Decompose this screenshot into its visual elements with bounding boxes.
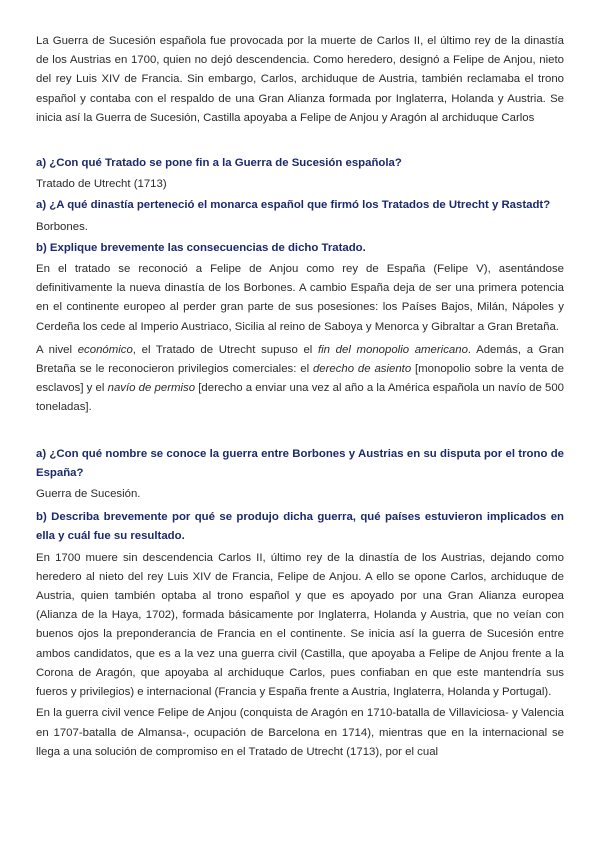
answer-dynasty: Borbones. (36, 220, 88, 233)
question-consequences: b) Explique brevemente las consecuencias de dicho Tratado. (36, 241, 366, 254)
consequences-paragraph-1: En el tratado se reconoció a Felipe de Anjou como rey de España (Felipe V), asentándose definitivamente la nueva dinastía de los Borbones. A cambio España deja de ser una primera potencia en el continente europeo al perder gran parte de sus posesiones: los Países Bajos, Milán, Nápoles y Cerdeña los cede al Imperio Austriaco, Sicilia al reino de Saboya y Menorca y Gibraltar a Gran Bretaña. (36, 263, 564, 333)
war-description-paragraph-1: En 1700 muere sin descendencia Carlos II, último rey de la dinastía de los Austrias, dejando como heredero al nieto del rey Luis XIV de Francia, Felipe de Anjou. A ello se opone Carlos, archiduque de Austria, quien también optaba al trono español y que es apoyado por una Gran Alianza europea (Alianza de la Haya, 1702), formada básicamente por Inglaterra, Holanda y Austria, que no veían con buenos ojos la preponderancia de Francia en el continente. Se inicia así la guerra de Sucesión entre ambos candidatos, que es a la vez una guerra civil (Castilla, que apoyaba a Felipe de Anjou frente a la Corona de Aragón, que apoyaba al archiduque Carlos, pues confiaban en que este mantendría sus fueros y privilegios) e internacional (Francia y España frente a Austria, Inglaterra, Holanda y Portugal). (36, 551, 564, 699)
intro-paragraph: La Guerra de Sucesión española fue provocada por la muerte de Carlos II, el último rey de la dinastía de los Austrias en 1700, quien no dejó descendencia. Como heredero, designó a Felipe de Anjou, nieto del rey Luis XIV de Francia. Sin embargo, Carlos, archiduque de Austria, también reclamaba el trono español y contaba con el respaldo de una Gran Alianza formada por Inglaterra, Holanda y Austria. Se inicia así la Guerra de Sucesión, Castilla apoyaba a Felipe de Anjou y Aragón al archiduque Carlos (36, 35, 564, 124)
question-war-description: b) Describa brevemente por qué se produjo dicha guerra, qué países estuvieron implicados en ella y cuál fue su resultado. (36, 511, 564, 543)
war-description-paragraph-2: En la guerra civil vence Felipe de Anjou (conquista de Aragón en 1710-batalla de Villaviciosa- y Valencia en 1707-batalla de Almansa-, ocupación de Barcelona en 1714), mientras que en la internacional se llega a una solución de compromiso en el Tratado de Utrecht (1713), por el cual (36, 707, 564, 758)
question-dynasty: a) ¿A qué dinastía perteneció el monarca español que firmó los Tratados de Utrecht y Rastadt? (36, 199, 551, 212)
answer-treaty: Tratado de Utrecht (1713) (36, 178, 167, 191)
question-treaty-end-war: a) ¿Con qué Tratado se pone fin a la Guerra de Sucesión española? (36, 157, 402, 170)
answer-war-name: Guerra de Sucesión. (36, 488, 141, 501)
question-war-name: a) ¿Con qué nombre se conoce la guerra entre Borbones y Austrias en su disputa por el trono de España? (36, 447, 564, 479)
consequences-paragraph-2: A nivel económico, el Tratado de Utrecht supuso el fin del monopolio americano. Además, a Gran Bretaña se le reconocieron privilegios comerciales: el derecho de asiento [monopolio sobre la venta de esclavos] y el navío de permiso [derecho a enviar una vez al año a la América española un navío de 500 toneladas]. (36, 343, 564, 414)
